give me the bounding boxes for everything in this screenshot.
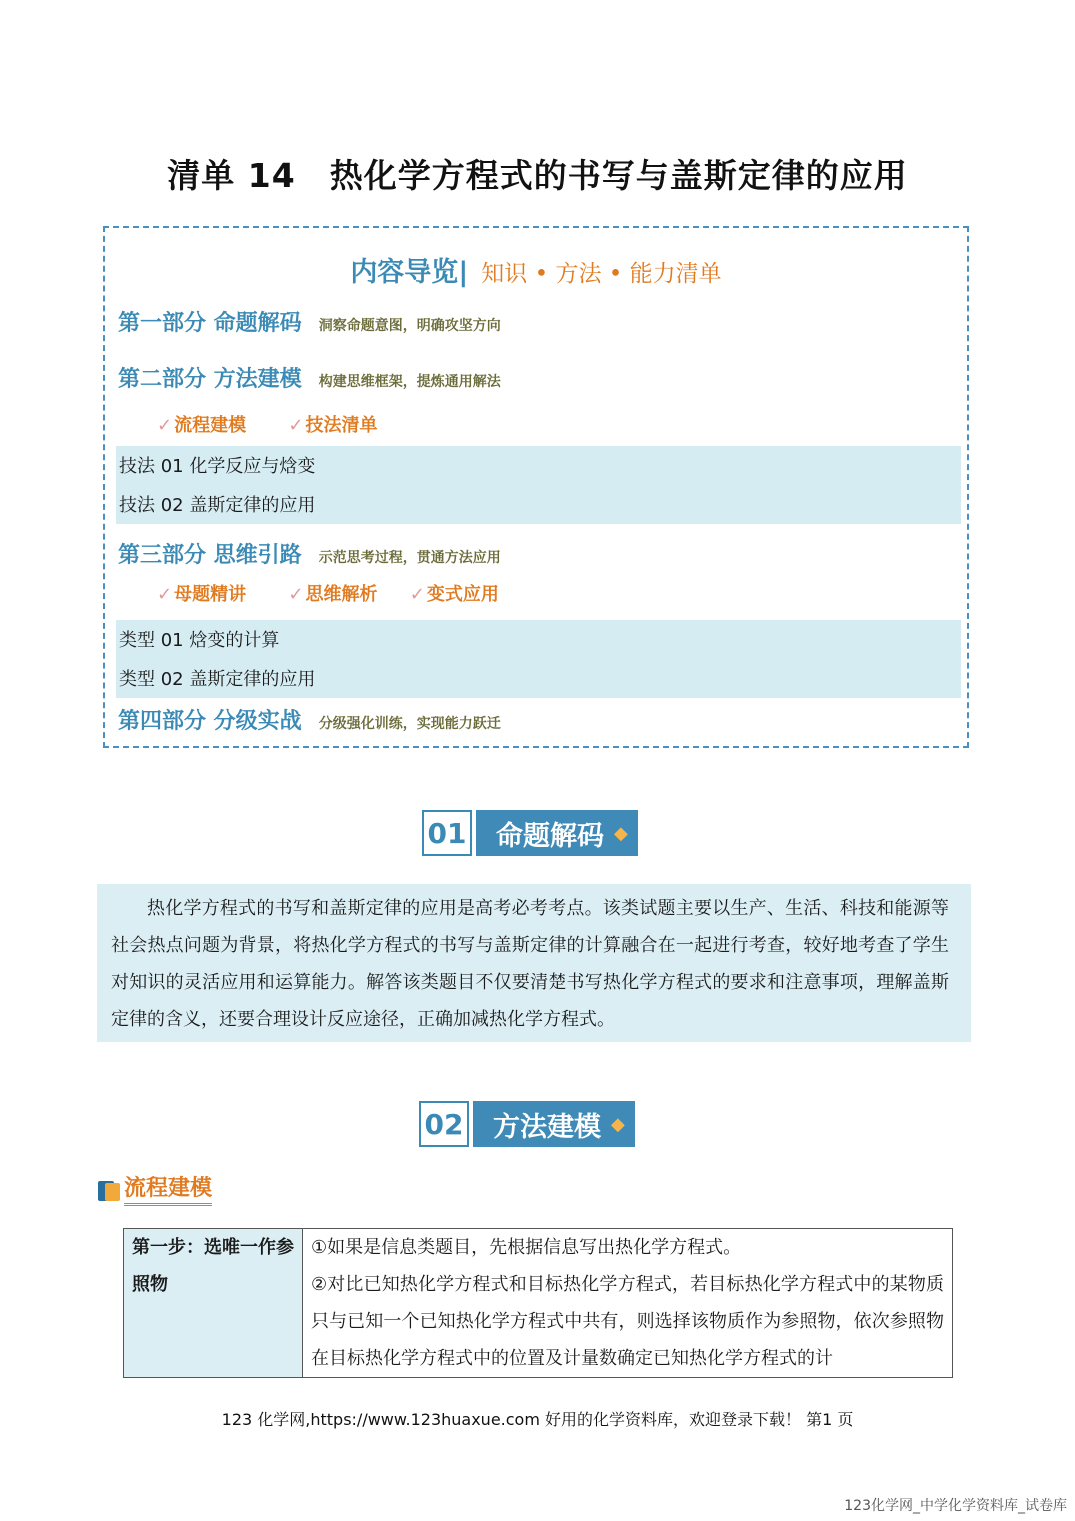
intro-paragraph: 热化学方程式的书写和盖斯定律的应用是高考必考考点。该类试题主要以生产、生活、科技和能源等社会热点问题为背景，将热化学方程式的书写与盖斯定律的计算融合在一起进行考查，较好地考查了学生对知识的灵活应用和运算能力。解答该类题目不仅要清楚书写热化学方程式的要求和注意事项，理解盖斯定律的含义，还要合理设计反应途径，正确加减热化学方程式。 bbox=[111, 898, 949, 1030]
section-label-box bbox=[473, 1101, 635, 1147]
check-icon: ✓ bbox=[288, 415, 304, 436]
check-icon: ✓ bbox=[409, 584, 425, 605]
part-3-title: 第三部分 思维引路 bbox=[118, 543, 302, 568]
section-number: 02 bbox=[419, 1101, 469, 1147]
step-item: ②对比已知热化学方程式和目标热化学方程式，若目标热化学方程式中的某物质只与已知一个已知热化学方程式中共有，则选择该物质作为参照物，依次参照物在目标热化学方程式中的位置及计量数确定已知热化学方程式的计 bbox=[311, 1274, 944, 1369]
tag-flow-modeling bbox=[157, 411, 246, 437]
part-2-row bbox=[118, 362, 501, 393]
section-label: 方法建模 bbox=[493, 1111, 601, 1143]
part-1-desc: 洞察命题意图，明确攻坚方向 bbox=[318, 318, 501, 334]
step-item: ①如果是信息类题目，先根据信息写出热化学方程式。 bbox=[311, 1237, 742, 1258]
book-icon bbox=[98, 1179, 122, 1203]
part-2-desc: 构建思维框架，提炼通用解法 bbox=[318, 374, 501, 390]
part-4-desc: 分级强化训练，实现能力跃迁 bbox=[318, 716, 501, 732]
check-icon: ✓ bbox=[288, 584, 304, 605]
section-label: 命题解码 bbox=[496, 820, 604, 852]
section-02-badge bbox=[419, 1101, 635, 1147]
section-label-box bbox=[476, 810, 638, 856]
overview-header bbox=[105, 250, 967, 289]
part-3-tags bbox=[157, 580, 535, 606]
part-1-title: 第一部分 命题解码 bbox=[118, 311, 302, 336]
tag-example bbox=[157, 580, 246, 606]
overview-subtitle: 知识 • 方法 • 能力清单 bbox=[481, 261, 722, 287]
list-item: 技法 01 化学反应与焓变 bbox=[119, 456, 316, 477]
flow-modeling-heading bbox=[98, 1175, 212, 1206]
tag-analysis bbox=[288, 580, 377, 606]
tag-label: 思维解析 bbox=[305, 584, 378, 605]
part-3-desc: 示范思考过程，贯通方法应用 bbox=[318, 550, 501, 566]
part-4-row bbox=[118, 704, 501, 735]
list-item: 类型 01 焓变的计算 bbox=[119, 630, 280, 651]
part-2-tags bbox=[157, 411, 413, 437]
step-content-cell bbox=[303, 1229, 952, 1377]
check-icon: ✓ bbox=[157, 415, 173, 436]
page-footer: 123 化学网,https://www.123huaxue.com 好用的化学资料库，欢迎登录下载！ 第1 页 bbox=[221, 1410, 854, 1429]
list-item: 类型 02 盖斯定律的应用 bbox=[119, 669, 316, 690]
tag-label: 变式应用 bbox=[426, 584, 499, 605]
step-table bbox=[123, 1228, 953, 1378]
part-1-row bbox=[118, 306, 501, 337]
flow-heading-label: 流程建模 bbox=[124, 1175, 212, 1206]
technique-list bbox=[116, 446, 961, 524]
part-3-row bbox=[118, 538, 501, 569]
diamond-icon: ◆ bbox=[611, 1113, 625, 1135]
part-2-title: 第二部分 方法建模 bbox=[118, 367, 302, 392]
overview-title: 内容导览 bbox=[350, 257, 459, 288]
overview-divider: | bbox=[458, 257, 469, 288]
part-4-title: 第四部分 分级实战 bbox=[118, 709, 302, 734]
tag-variation bbox=[410, 580, 499, 606]
section-01-badge bbox=[422, 810, 638, 856]
section-number: 01 bbox=[422, 810, 472, 856]
tag-label: 流程建模 bbox=[174, 415, 247, 436]
tag-technique-list bbox=[288, 411, 377, 437]
list-item: 技法 02 盖斯定律的应用 bbox=[119, 495, 316, 516]
intro-paragraph-box bbox=[97, 884, 971, 1042]
step-label-cell: 第一步：选唯一作参照物 bbox=[124, 1229, 303, 1377]
content-overview-box bbox=[103, 226, 969, 748]
type-list bbox=[116, 620, 961, 698]
check-icon: ✓ bbox=[157, 584, 173, 605]
watermark: 123化学网_中学化学资料库_试卷库 bbox=[844, 1498, 1067, 1514]
document-title: 清单 14 热化学方程式的书写与盖斯定律的应用 bbox=[167, 156, 908, 195]
diamond-icon: ◆ bbox=[614, 822, 628, 844]
tag-label: 母题精讲 bbox=[174, 584, 247, 605]
tag-label: 技法清单 bbox=[305, 415, 378, 436]
